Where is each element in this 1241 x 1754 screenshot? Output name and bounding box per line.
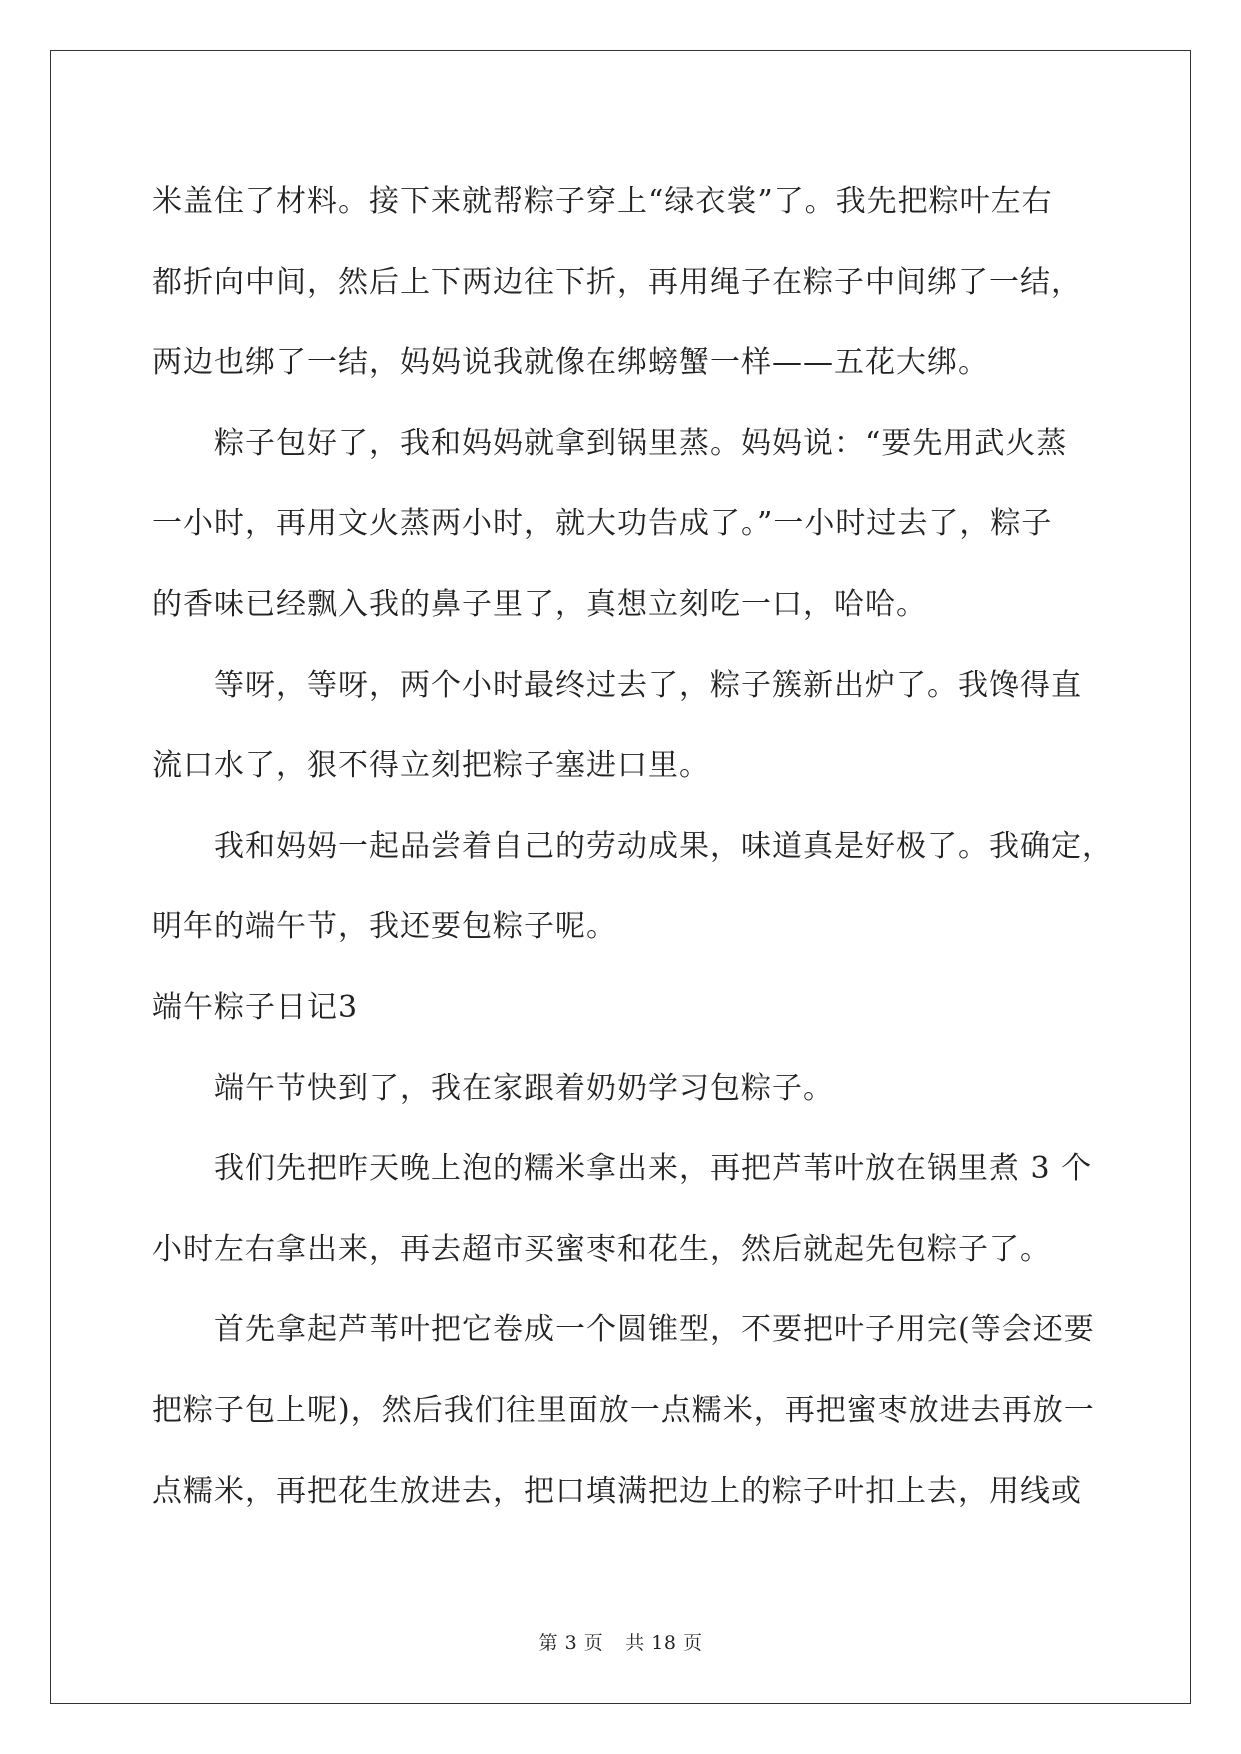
text-line: 等呀，等呀，两个小时最终过去了，粽子簇新出炉了。我馋得直	[214, 667, 1082, 703]
text-line: 端午节快到了，我在家跟着奶奶学习包粽子。	[214, 1070, 834, 1106]
text-line: 我们先把昨天晚上泡的糯米拿出来，再把芦苇叶放在锅里煮 3 个	[214, 1151, 1093, 1187]
paragraph	[152, 404, 1092, 646]
text-line: 米盖住了材料。接下来就帮粽子穿上“绿衣裳”了。我先把粽叶左右	[152, 184, 1053, 219]
text-line: 小时左右拿出来，再去超市买蜜枣和花生，然后就起先包粽子了。	[152, 1231, 1051, 1267]
text-line: 都折向中间，然后上下两边往下折，再用绳子在粽子中间绑了一结，	[152, 264, 1082, 300]
text-line: 首先拿起芦苇叶把它卷成一个圆锥型，不要把叶子用完(等会还要	[214, 1312, 1095, 1348]
paragraph	[152, 1290, 1095, 1532]
text-line: 流口水了，狠不得立刻把粽子塞进口里。	[152, 748, 710, 784]
page-number: 第 3 页	[538, 1632, 604, 1654]
text-line: 把粽子包上呢)，然后我们往里面放一点糯米，再把蜜枣放进去再放一	[152, 1392, 1095, 1428]
text-line: 明年的端午节，我还要包粽子呢。	[152, 909, 617, 945]
paragraph	[152, 162, 1092, 404]
paragraph	[152, 646, 1092, 807]
heading-text: 端午粽子日记3	[152, 989, 359, 1025]
text-line: 我和妈妈一起品尝着自己的劳动成果，味道真是好极了。我确定，	[214, 828, 1113, 864]
text-line: 两边也绑了一结，妈妈说我就像在绑螃蟹一样——五花大绑。	[152, 345, 989, 381]
text-line: 的香味已经飘入我的鼻子里了，真想立刻吃一口，哈哈。	[152, 586, 927, 622]
section-heading	[152, 968, 1092, 1049]
text-line: 点糯米，再把花生放进去，把口填满把边上的粽子叶扣上去，用线或	[152, 1473, 1082, 1509]
paragraph	[152, 1129, 1092, 1290]
page-total: 共 18 页	[625, 1632, 703, 1654]
page-footer	[0, 1628, 1241, 1655]
paragraph	[152, 1049, 1092, 1130]
text-line: 粽子包好了，我和妈妈就拿到锅里蒸。妈妈说：“要先用武火蒸	[214, 425, 1068, 461]
text-line: 一小时，再用文火蒸两小时，就大功告成了。”一小时过去了，粽子	[152, 506, 1053, 542]
paragraph	[152, 807, 1113, 968]
document-body	[152, 162, 1113, 1532]
